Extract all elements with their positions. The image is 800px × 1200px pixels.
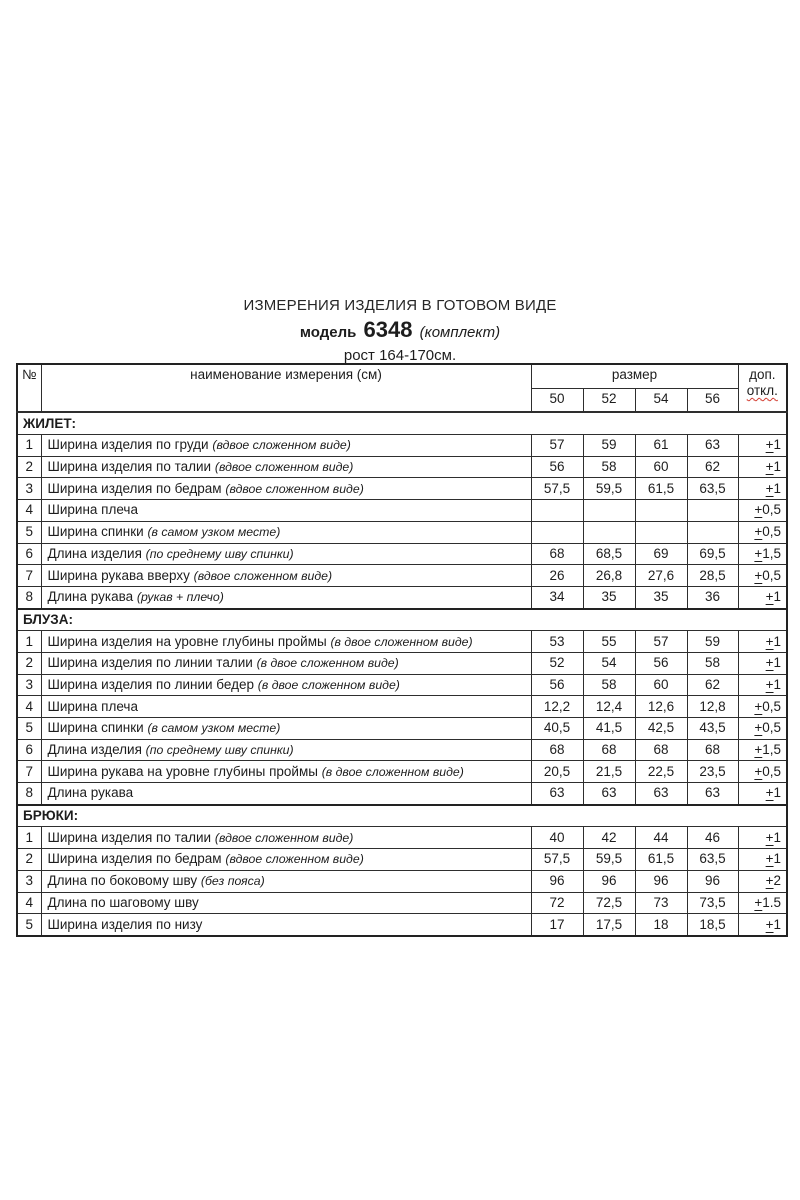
- measurement-name: Ширина изделия по груди: [47, 437, 209, 453]
- measurement-name: Ширина изделия по бедрам: [47, 851, 222, 867]
- size-value-cell: 12,4: [583, 696, 635, 718]
- size-value-cell: 73,5: [687, 892, 738, 914]
- measurement-row: [17, 631, 787, 653]
- size-value-cell: [531, 521, 583, 543]
- size-value-cell: 63,5: [687, 849, 738, 871]
- row-number-cell: 1: [17, 827, 41, 849]
- plus-minus-sign: +: [765, 873, 774, 889]
- measurement-name-cell: [41, 718, 531, 740]
- row-number-cell: 2: [17, 849, 41, 871]
- size-value-cell: 68: [583, 739, 635, 761]
- measurement-name-cell: [41, 849, 531, 871]
- title-block: [0, 297, 800, 364]
- size-value-cell: 63: [531, 783, 583, 805]
- measurement-name: Ширина изделия по линии бедер: [47, 676, 254, 692]
- measurement-name-cell: [41, 543, 531, 565]
- size-value-cell: [687, 500, 738, 522]
- model-note: (комплект): [419, 324, 501, 341]
- model-number: 6348: [363, 317, 413, 342]
- measurement-note: (без пояса): [200, 874, 265, 889]
- measurement-note: (вдвое сложенном виде): [212, 438, 351, 453]
- size-value-cell: 12,2: [531, 696, 583, 718]
- measurement-name-cell: [41, 500, 531, 522]
- size-value-cell: 17,5: [583, 914, 635, 936]
- size-value-cell: 43,5: [687, 718, 738, 740]
- measurement-row: [17, 870, 787, 892]
- size-value-cell: 23,5: [687, 761, 738, 783]
- measurement-name: Длина изделия: [47, 545, 142, 561]
- measurement-name-cell: [41, 565, 531, 587]
- plus-minus-sign: +: [765, 655, 774, 671]
- size-value-cell: 68: [635, 739, 687, 761]
- row-number-cell: 6: [17, 543, 41, 565]
- plus-minus-sign: +: [765, 829, 774, 845]
- size-value-cell: 68,5: [583, 543, 635, 565]
- row-number-cell: 8: [17, 783, 41, 805]
- measurement-name-cell: [41, 586, 531, 608]
- section-row: [17, 412, 787, 434]
- deviation-cell: +1: [738, 456, 787, 478]
- size-value-cell: 59,5: [583, 849, 635, 871]
- size-value-cell: 57,5: [531, 849, 583, 871]
- size-value-cell: 56: [531, 456, 583, 478]
- size-value-cell: 63: [687, 435, 738, 457]
- size-value-cell: [687, 521, 738, 543]
- measurement-row: [17, 652, 787, 674]
- measurement-name: Ширина спинки: [47, 720, 144, 736]
- size-value-cell: 35: [583, 586, 635, 608]
- measurement-name-cell: [41, 761, 531, 783]
- measurement-note: (вдвое сложенном виде): [225, 852, 364, 867]
- size-value-cell: 36: [687, 586, 738, 608]
- row-number-cell: 1: [17, 435, 41, 457]
- measurement-note: (по среднему шву спинки): [145, 743, 294, 758]
- plus-minus-sign: +: [754, 720, 763, 736]
- measurement-name: Ширина изделия по талии: [47, 459, 212, 475]
- measurement-row: [17, 827, 787, 849]
- plus-minus-sign: +: [754, 567, 763, 583]
- measurement-name-cell: [41, 892, 531, 914]
- measurement-name: Ширина плеча: [47, 698, 138, 714]
- size-value-cell: 35: [635, 586, 687, 608]
- measurement-name: Ширина изделия на уровне глубины проймы: [47, 633, 327, 649]
- measurement-name-cell: [41, 674, 531, 696]
- size-value-cell: 40,5: [531, 718, 583, 740]
- size-value-cell: 68: [531, 739, 583, 761]
- deviation-cell: +1,5: [738, 739, 787, 761]
- measurement-name: Ширина изделия по талии: [47, 829, 212, 845]
- size-value-cell: 61,5: [635, 478, 687, 500]
- size-value-cell: 60: [635, 456, 687, 478]
- plus-minus-sign: +: [754, 524, 763, 540]
- deviation-cell: +1: [738, 783, 787, 805]
- size-value-cell: 60: [635, 674, 687, 696]
- size-value-cell: 72: [531, 892, 583, 914]
- table-header: [17, 364, 787, 412]
- measurement-name-cell: [41, 739, 531, 761]
- deviation-cell: +2: [738, 870, 787, 892]
- section-row: [17, 609, 787, 631]
- deviation-cell: +1: [738, 652, 787, 674]
- deviation-cell: +0,5: [738, 761, 787, 783]
- measurement-note: (вдвое сложенном виде): [214, 460, 354, 475]
- size-value-cell: 63: [583, 783, 635, 805]
- row-number-cell: 4: [17, 500, 41, 522]
- deviation-cell: +0,5: [738, 565, 787, 587]
- row-number-cell: 2: [17, 652, 41, 674]
- size-value-cell: 57: [531, 435, 583, 457]
- size-value-cell: 57: [635, 631, 687, 653]
- column-header-measurement-name: наименование измерения (см): [41, 364, 531, 412]
- section-title: ЖИЛЕТ:: [17, 412, 787, 434]
- measurement-note: (вдвое сложенном виде): [225, 481, 364, 496]
- size-value-cell: 26: [531, 565, 583, 587]
- measurement-row: [17, 718, 787, 740]
- deviation-cell: +1: [738, 827, 787, 849]
- size-value-cell: 12,6: [635, 696, 687, 718]
- measurements-table: [16, 363, 788, 937]
- measurement-name-cell: [41, 478, 531, 500]
- measurement-name: Длина изделия: [47, 742, 142, 758]
- measurement-name: Ширина рукава вверху: [47, 567, 190, 583]
- row-number-cell: 7: [17, 761, 41, 783]
- plus-minus-sign: +: [754, 545, 763, 561]
- deviation-cell: +0,5: [738, 696, 787, 718]
- size-column-header-52: 52: [583, 388, 635, 412]
- deviation-cell: +1.5: [738, 892, 787, 914]
- measurement-note: (по среднему шву спинки): [145, 546, 294, 561]
- row-number-cell: 6: [17, 739, 41, 761]
- plus-minus-sign: +: [765, 676, 774, 692]
- plus-minus-sign: +: [765, 633, 774, 649]
- size-column-header-54: 54: [635, 388, 687, 412]
- measurement-note: (в самом узком месте): [147, 525, 281, 540]
- size-value-cell: 56: [531, 674, 583, 696]
- height-range: рост 164-170см.: [343, 347, 457, 364]
- measurement-row: [17, 586, 787, 608]
- model-label: модель: [299, 324, 357, 341]
- plus-minus-sign: +: [754, 698, 763, 714]
- plus-minus-sign: +: [754, 894, 763, 910]
- row-number-cell: 8: [17, 586, 41, 608]
- size-value-cell: 21,5: [583, 761, 635, 783]
- size-value-cell: 63,5: [687, 478, 738, 500]
- measurement-row: [17, 739, 787, 761]
- row-number-cell: 3: [17, 478, 41, 500]
- measurement-row: [17, 783, 787, 805]
- size-value-cell: 42: [583, 827, 635, 849]
- measurement-name-cell: [41, 652, 531, 674]
- plus-minus-sign: +: [754, 502, 763, 518]
- size-value-cell: 62: [687, 674, 738, 696]
- measurement-row: [17, 543, 787, 565]
- measurement-row: [17, 761, 787, 783]
- measurement-name-cell: [41, 456, 531, 478]
- measurement-note: (в двое сложенном виде): [330, 634, 473, 649]
- section-title: БРЮКИ:: [17, 805, 787, 827]
- measurement-name: Ширина изделия по низу: [47, 916, 203, 932]
- size-value-cell: 42,5: [635, 718, 687, 740]
- size-value-cell: 59: [583, 435, 635, 457]
- measurement-name-cell: [41, 435, 531, 457]
- deviation-cell: +1: [738, 914, 787, 936]
- size-value-cell: 96: [583, 870, 635, 892]
- measurement-name-cell: [41, 870, 531, 892]
- size-value-cell: 34: [531, 586, 583, 608]
- size-value-cell: 18,5: [687, 914, 738, 936]
- size-value-cell: 41,5: [583, 718, 635, 740]
- size-value-cell: 69: [635, 543, 687, 565]
- measurement-row: [17, 521, 787, 543]
- size-value-cell: 57,5: [531, 478, 583, 500]
- size-value-cell: 17: [531, 914, 583, 936]
- size-value-cell: 68: [531, 543, 583, 565]
- measurement-name: Длина по боковому шву: [47, 873, 198, 889]
- row-number-cell: 5: [17, 521, 41, 543]
- measurement-row: [17, 849, 787, 871]
- size-value-cell: 40: [531, 827, 583, 849]
- row-number-cell: 7: [17, 565, 41, 587]
- measurement-name: Длина рукава: [47, 785, 134, 801]
- row-number-cell: 3: [17, 870, 41, 892]
- measurement-row: [17, 674, 787, 696]
- measurement-row: [17, 435, 787, 457]
- section-row: [17, 805, 787, 827]
- size-value-cell: 52: [531, 652, 583, 674]
- size-value-cell: 62: [687, 456, 738, 478]
- measurement-name-cell: [41, 696, 531, 718]
- size-column-header-50: 50: [531, 388, 583, 412]
- size-value-cell: 73: [635, 892, 687, 914]
- measurement-row: [17, 914, 787, 936]
- size-value-cell: 96: [687, 870, 738, 892]
- measurement-note: (в двое сложенном виде): [257, 677, 400, 692]
- measurement-name: Длина по шаговому шву: [47, 894, 199, 910]
- size-value-cell: 54: [583, 652, 635, 674]
- measurement-row: [17, 500, 787, 522]
- measurement-name-cell: [41, 631, 531, 653]
- measurement-row: [17, 565, 787, 587]
- size-value-cell: 20,5: [531, 761, 583, 783]
- measurement-row: [17, 696, 787, 718]
- plus-minus-sign: +: [754, 742, 763, 758]
- plus-minus-sign: +: [765, 459, 774, 475]
- deviation-cell: +0,5: [738, 521, 787, 543]
- deviation-cell: +0,5: [738, 718, 787, 740]
- size-value-cell: 58: [687, 652, 738, 674]
- row-number-cell: 1: [17, 631, 41, 653]
- plus-minus-sign: +: [765, 851, 774, 867]
- size-value-cell: 55: [583, 631, 635, 653]
- size-value-cell: 61: [635, 435, 687, 457]
- model-line: [0, 317, 800, 346]
- plus-minus-sign: +: [765, 480, 774, 496]
- size-value-cell: 58: [583, 456, 635, 478]
- size-value-cell: [531, 500, 583, 522]
- size-value-cell: 12,8: [687, 696, 738, 718]
- row-number-cell: 4: [17, 696, 41, 718]
- section-title: БЛУЗА:: [17, 609, 787, 631]
- measurements-table-body: [17, 412, 787, 936]
- deviation-cell: +1: [738, 674, 787, 696]
- measurement-name-cell: [41, 827, 531, 849]
- size-value-cell: 22,5: [635, 761, 687, 783]
- measurement-note: (в двое сложенном виде): [256, 656, 399, 671]
- size-value-cell: 56: [635, 652, 687, 674]
- size-value-cell: [635, 500, 687, 522]
- size-value-cell: 53: [531, 631, 583, 653]
- size-value-cell: 44: [635, 827, 687, 849]
- deviation-cell: +1: [738, 478, 787, 500]
- size-value-cell: [583, 521, 635, 543]
- size-value-cell: 28,5: [687, 565, 738, 587]
- measurement-row: [17, 456, 787, 478]
- measurement-name: Ширина плеча: [47, 502, 138, 518]
- measurement-name: Ширина изделия по линии талии: [47, 655, 253, 671]
- measurement-name: Ширина спинки: [47, 524, 144, 540]
- size-value-cell: 46: [687, 827, 738, 849]
- size-value-cell: 58: [583, 674, 635, 696]
- measurement-note: (в двое сложенном виде): [321, 764, 464, 779]
- size-value-cell: 61,5: [635, 849, 687, 871]
- deviation-cell: +1,5: [738, 543, 787, 565]
- size-value-cell: 69,5: [687, 543, 738, 565]
- row-number-cell: 4: [17, 892, 41, 914]
- row-number-cell: 3: [17, 674, 41, 696]
- measurement-row: [17, 478, 787, 500]
- size-value-cell: 59: [687, 631, 738, 653]
- measurement-name-cell: [41, 521, 531, 543]
- size-value-cell: 63: [687, 783, 738, 805]
- measurement-name: Длина рукава: [47, 589, 134, 605]
- deviation-cell: +0,5: [738, 500, 787, 522]
- deviation-label-line2: откл.: [746, 383, 778, 398]
- size-value-cell: 27,6: [635, 565, 687, 587]
- size-value-cell: 63: [635, 783, 687, 805]
- deviation-cell: +1: [738, 586, 787, 608]
- size-value-cell: 26,8: [583, 565, 635, 587]
- size-value-cell: 68: [687, 739, 738, 761]
- row-number-cell: 2: [17, 456, 41, 478]
- row-number-cell: 5: [17, 914, 41, 936]
- plus-minus-sign: +: [754, 763, 763, 779]
- size-value-cell: 96: [635, 870, 687, 892]
- deviation-label-line1: доп.: [749, 367, 776, 382]
- column-header-number: №: [17, 364, 41, 412]
- row-number-cell: 5: [17, 718, 41, 740]
- size-column-header-56: 56: [687, 388, 738, 412]
- deviation-cell: +1: [738, 631, 787, 653]
- plus-minus-sign: +: [765, 589, 774, 605]
- measurement-name-cell: [41, 783, 531, 805]
- size-value-cell: 72,5: [583, 892, 635, 914]
- measurement-name-cell: [41, 914, 531, 936]
- plus-minus-sign: +: [765, 785, 774, 801]
- measurement-note: (рукав + плечо): [136, 590, 224, 605]
- size-value-cell: 59,5: [583, 478, 635, 500]
- column-header-size-group: размер: [531, 364, 738, 388]
- deviation-cell: +1: [738, 849, 787, 871]
- document-title: ИЗМЕРЕНИЯ ИЗДЕЛИЯ В ГОТОВОМ ВИДЕ: [243, 297, 557, 314]
- size-value-cell: [635, 521, 687, 543]
- column-header-deviation: [738, 364, 787, 412]
- measurement-note: (в самом узком месте): [147, 721, 281, 736]
- size-value-cell: [583, 500, 635, 522]
- measurement-row: [17, 892, 787, 914]
- plus-minus-sign: +: [765, 916, 774, 932]
- size-value-cell: 18: [635, 914, 687, 936]
- deviation-cell: +1: [738, 435, 787, 457]
- measurement-note: (вдвое сложенном виде): [214, 830, 354, 845]
- plus-minus-sign: +: [765, 437, 774, 453]
- measurement-name: Ширина изделия по бедрам: [47, 480, 222, 496]
- measurement-name: Ширина рукава на уровне глубины проймы: [47, 763, 318, 779]
- size-value-cell: 96: [531, 870, 583, 892]
- measurement-note: (вдвое сложенном виде): [193, 568, 333, 583]
